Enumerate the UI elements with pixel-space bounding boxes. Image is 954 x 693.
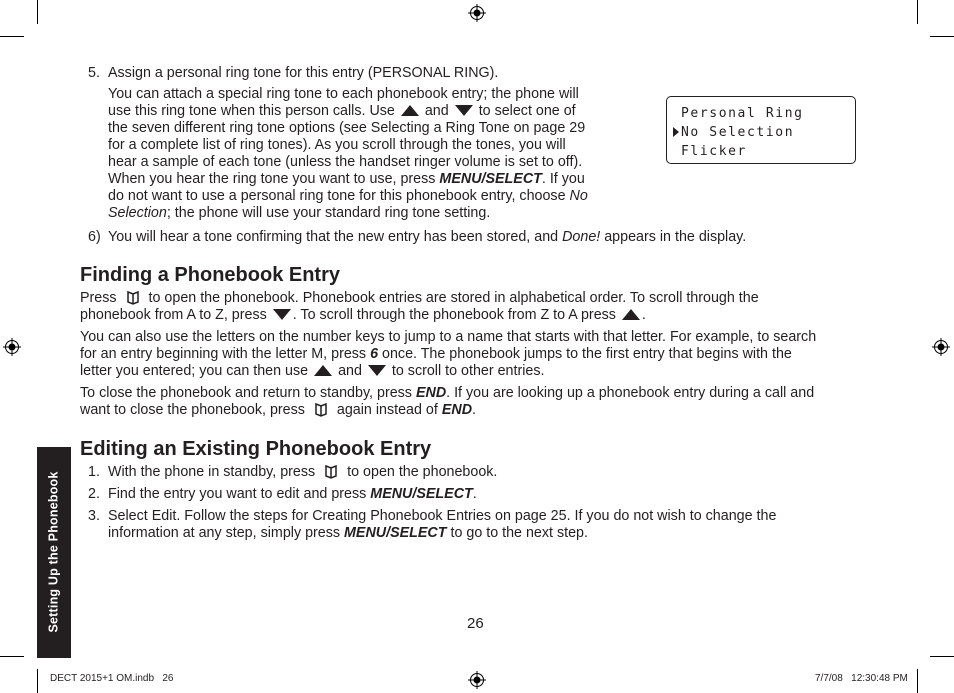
- page-number: 26: [467, 615, 484, 632]
- step-number: 5.: [88, 65, 100, 81]
- down-arrow-icon: [368, 365, 386, 376]
- crop-mark: [37, 669, 38, 693]
- step-number: 3.: [88, 508, 100, 524]
- section-heading-editing: Editing an Existing Phonebook Entry: [80, 438, 432, 460]
- up-arrow-icon: [622, 309, 640, 320]
- registration-mark-icon: [468, 4, 486, 22]
- down-arrow-icon: [455, 105, 473, 116]
- crop-mark: [930, 36, 954, 37]
- key-6: 6: [370, 346, 379, 362]
- menu-select-key: MENU/SELECT: [344, 525, 447, 541]
- done-display-text: Done!: [562, 229, 601, 245]
- phonebook-key-icon: [127, 291, 139, 305]
- down-arrow-icon: [273, 309, 291, 320]
- registration-mark-icon: [932, 338, 950, 356]
- lcd-line: Flicker: [681, 144, 747, 159]
- paragraph-finding-3: To close the phonebook and return to standby, press END. If you are looking up a phonebook entry during a call and want to close the phonebook, press again instead of END.: [80, 385, 815, 418]
- section-side-tab-label: Setting Up the Phonebook: [46, 471, 61, 633]
- step-number: 2.: [88, 486, 100, 502]
- end-key: END: [441, 402, 473, 418]
- paragraph-finding-2: You can also use the letters on the number keys to jump to a name that starts with that letter. For example, to search for an entry beginning with the letter M, press 6 once. The phonebook jumps to the first entry that begins with the letter you entered; you can then use and to scroll to other entries.: [80, 329, 817, 379]
- registration-mark-icon: [3, 338, 21, 356]
- phonebook-key-icon: [315, 403, 327, 417]
- step-number: 1.: [88, 464, 100, 480]
- menu-select-key: MENU/SELECT: [370, 486, 473, 502]
- footer-timestamp: 7/7/08 12:30:48 PM: [815, 673, 908, 684]
- lcd-display: [666, 96, 856, 164]
- crop-mark: [0, 656, 24, 657]
- menu-select-key: MENU/SELECT: [439, 171, 542, 187]
- phonebook-key-icon: [325, 465, 337, 479]
- registration-mark-icon: [468, 671, 486, 689]
- crop-mark: [917, 0, 918, 24]
- crop-mark: [37, 0, 38, 24]
- crop-mark: [930, 656, 954, 657]
- selection-cursor-icon: [672, 127, 680, 137]
- footer-file-info: DECT 2015+1 OM.indb 26: [50, 673, 174, 684]
- up-arrow-icon: [401, 105, 419, 116]
- lcd-line-selected: No Selection: [681, 125, 795, 140]
- end-key: END: [415, 385, 447, 401]
- step-title: Assign a personal ring tone for this entry (PERSONAL RING).: [108, 65, 499, 81]
- step-number: 6): [88, 229, 101, 245]
- paragraph-finding-1: Press to open the phonebook. Phonebook entries are stored in alphabetical order. To scroll through the phonebook from A to Z, press . To scroll through the phonebook from Z to A press .: [80, 290, 759, 323]
- up-arrow-icon: [314, 365, 332, 376]
- section-heading-finding: Finding a Phonebook Entry: [80, 264, 340, 286]
- lcd-line: Personal Ring: [681, 106, 804, 121]
- crop-mark: [0, 36, 24, 37]
- crop-mark: [917, 669, 918, 693]
- step-5-description: You can attach a special ring tone to each phonebook entry; the phone will use this ring tone when this person calls. Use and to select one of the seven different ring tone options (see Selecting a Ring Tone on page 29 for a complete list of ring tones). As you scroll through the tones, you will hear a sample of each tone (unless the handset ringer volume is set to off). When you hear the ring tone you want to use, press MENU/SELECT. If you do not want to use a personal ring tone for this phonebook entry, choose No Selection; the phone will use your standard ring tone setting.: [108, 86, 588, 221]
